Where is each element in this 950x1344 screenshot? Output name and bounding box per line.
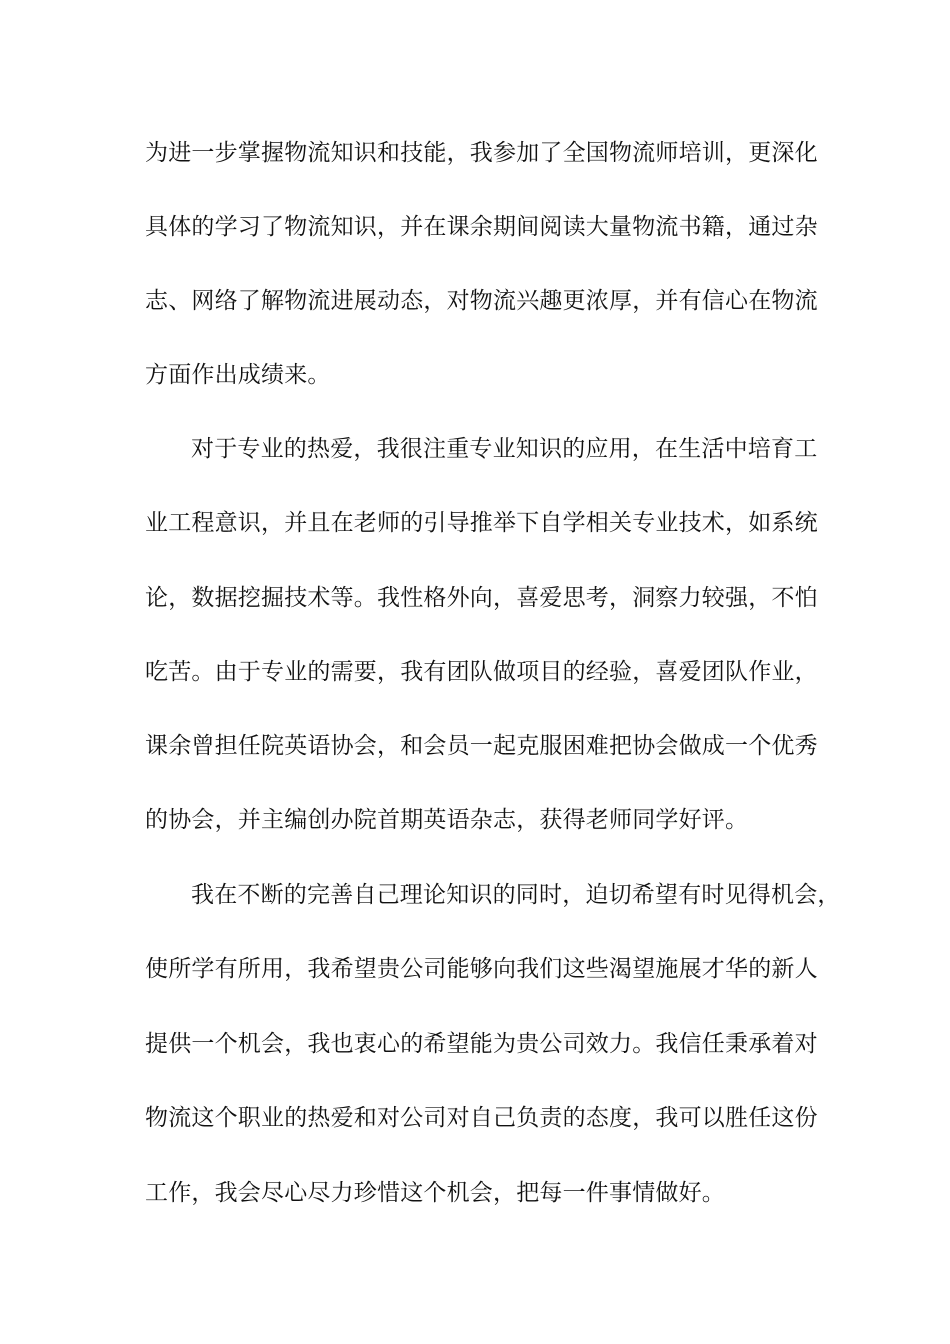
paragraph-2-line-6: 的协会，并主编创办院首期英语杂志，获得老师同学好评。 [145, 807, 749, 833]
paragraph-1-line-4: 方面作出成绩来。 [145, 362, 331, 388]
paragraph-2-line-1: 对于专业的热爱，我很注重专业知识的应用，在生活中培育工 [191, 436, 818, 462]
paragraph-2-line-5: 课余曾担任院英语协会，和会员一起克服困难把协会做成一个优秀 [145, 733, 818, 759]
paragraph-3-line-5: 工作，我会尽心尽力珍惜这个机会，把每一件事情做好。 [145, 1180, 725, 1206]
paragraph-1-line-3: 志、网络了解物流进展动态，对物流兴趣更浓厚，并有信心在物流 [145, 288, 818, 314]
paragraph-2-line-4: 吃苦。由于专业的需要，我有团队做项目的经验，喜爱团队作业， [145, 659, 818, 685]
paragraph-3-line-2: 使所学有所用，我希望贵公司能够向我们这些渴望施展才华的新人 [145, 956, 818, 982]
paragraph-1-line-1: 为进一步掌握物流知识和技能，我参加了全国物流师培训，更深化 [145, 140, 818, 166]
paragraph-3-line-1: 我在不断的完善自己理论知识的同时，迫切希望有时见得机会， [191, 882, 841, 908]
paragraph-3-line-4: 物流这个职业的热爱和对公司对自己负责的态度，我可以胜任这份 [145, 1105, 818, 1131]
paragraph-2-line-2: 业工程意识，并且在老师的引导推举下自学相关专业技术，如系统 [145, 510, 818, 536]
paragraph-2-line-3: 论，数据挖掘技术等。我性格外向，喜爱思考，洞察力较强，不怕 [145, 585, 818, 611]
paragraph-1-line-2: 具体的学习了物流知识，并在课余期间阅读大量物流书籍，通过杂 [145, 214, 818, 240]
paragraph-3-line-3: 提供一个机会，我也衷心的希望能为贵公司效力。我信任秉承着对 [145, 1031, 818, 1057]
